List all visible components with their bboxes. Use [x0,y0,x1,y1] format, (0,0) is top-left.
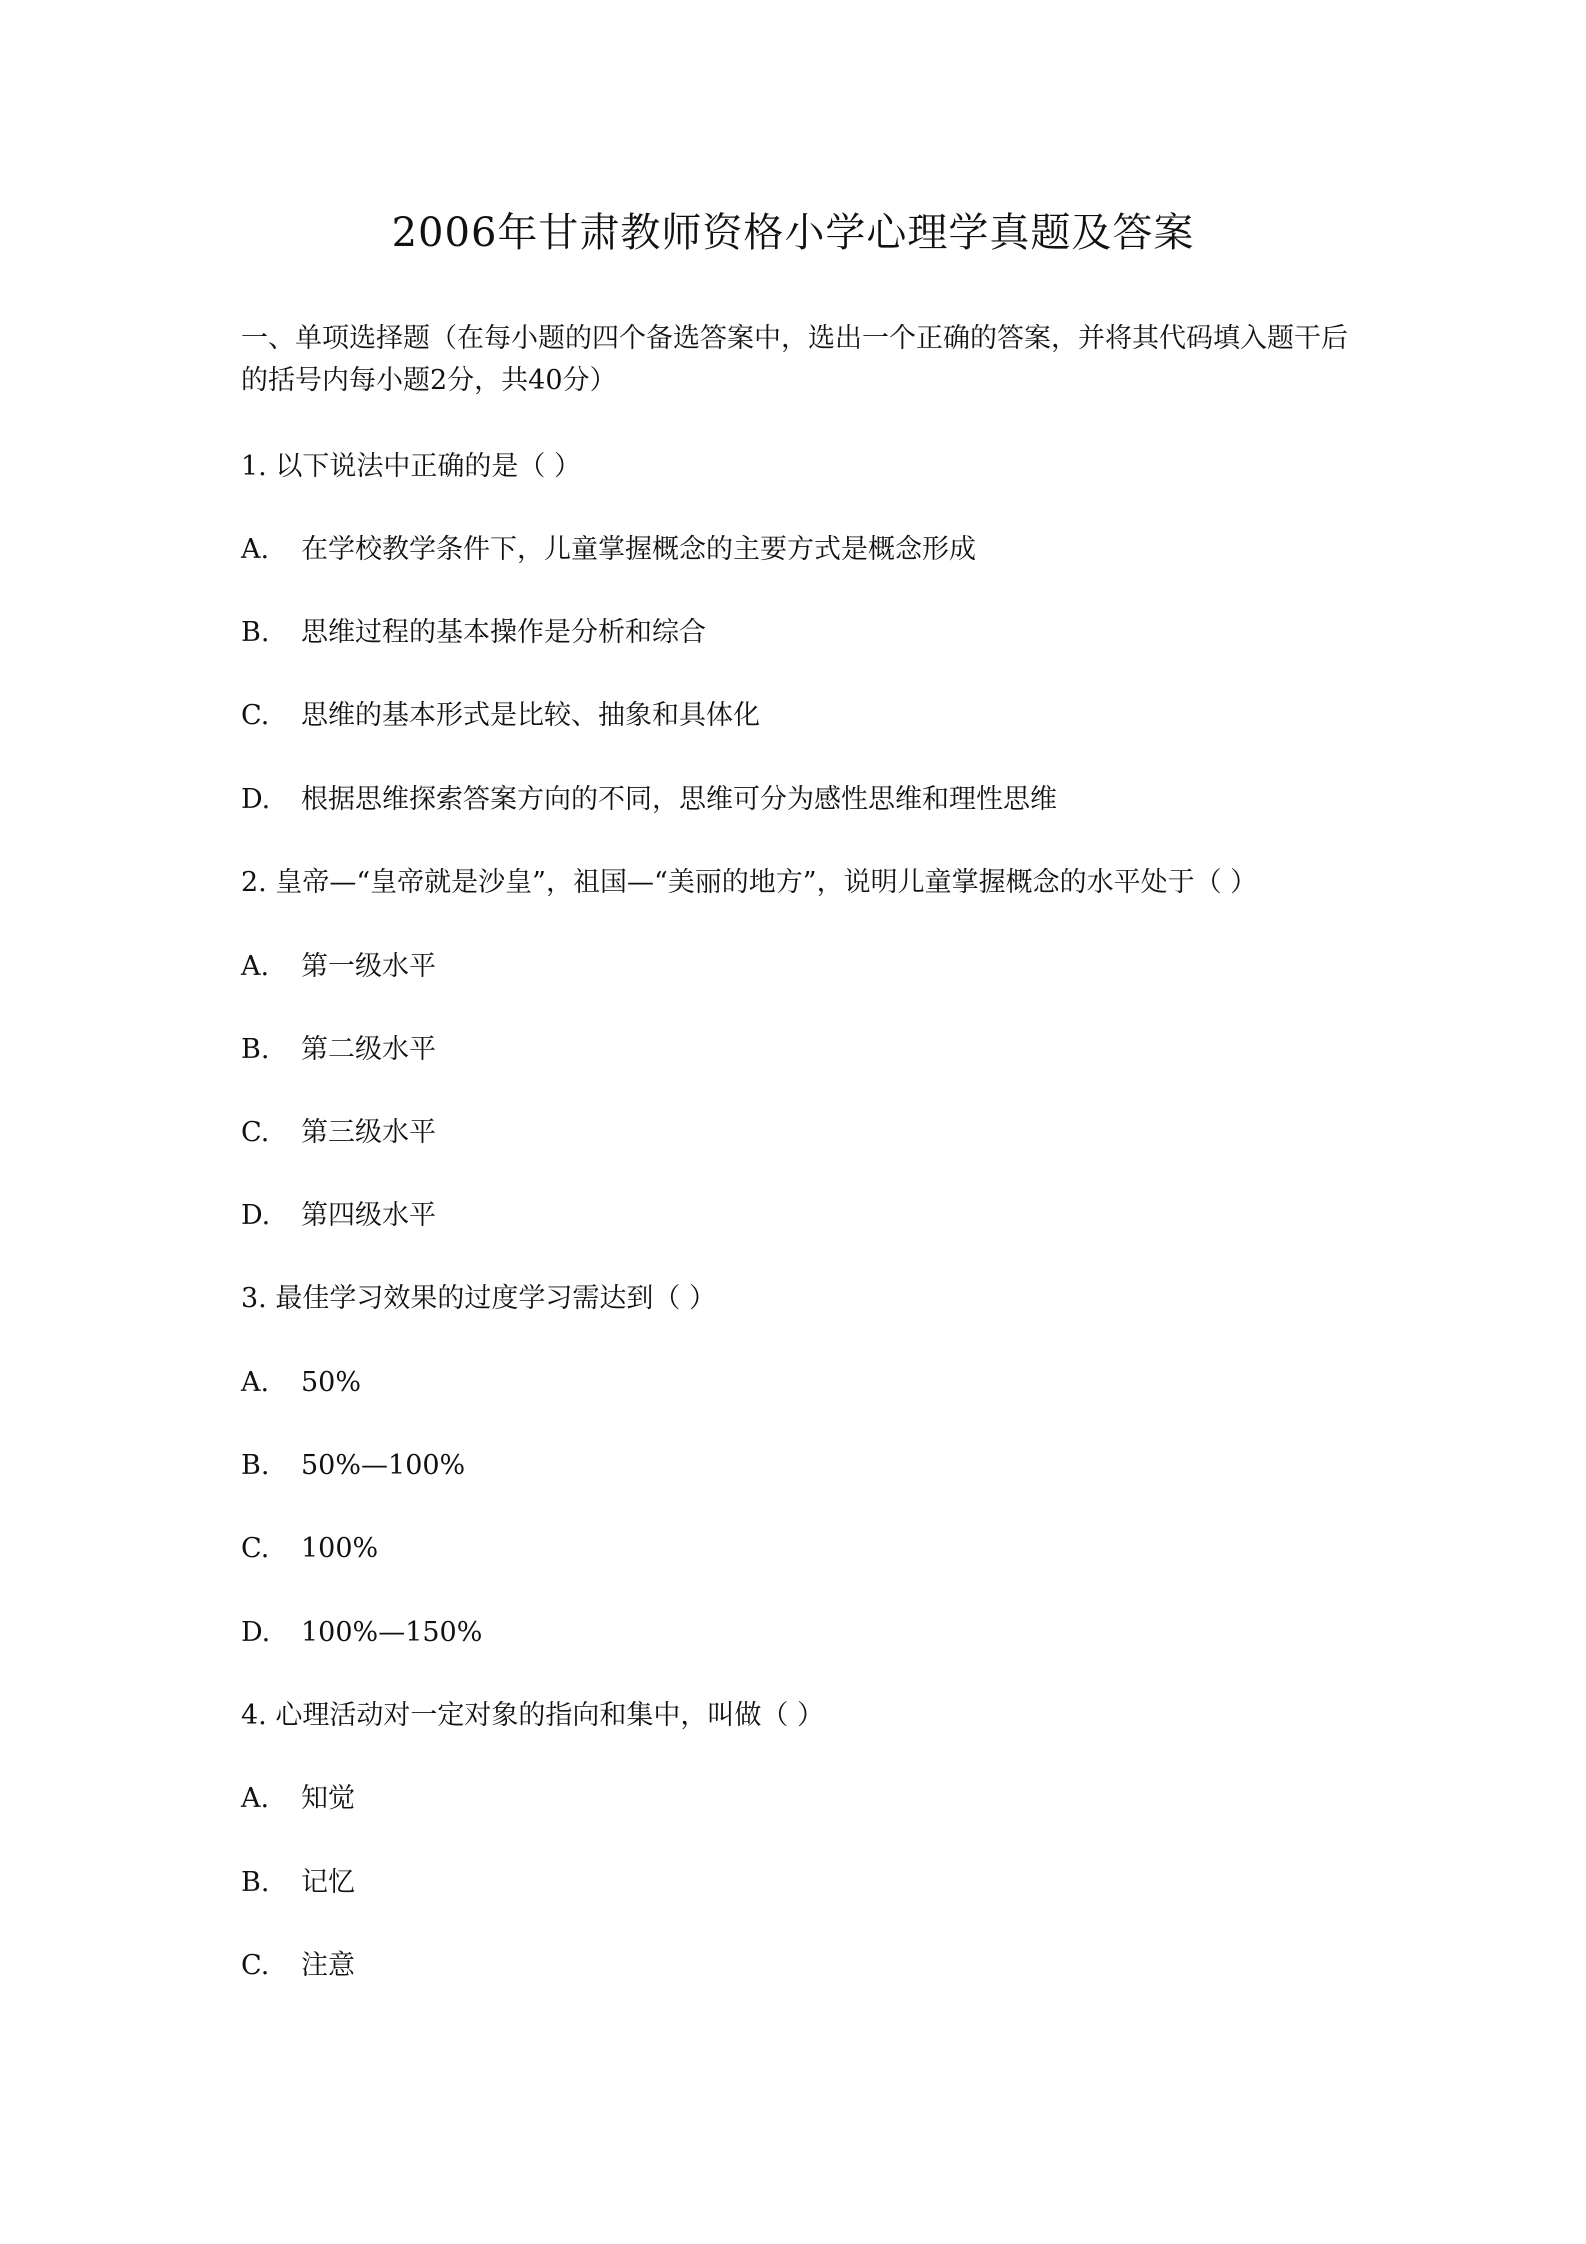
option-1-b [241,613,706,653]
option-text: 第四级水平 [301,1200,436,1231]
option-text: 第一级水平 [301,951,436,982]
option-label: B. [241,617,270,648]
option-text: 在学校教学条件下，儿童掌握概念的主要方式是概念形成 [301,534,976,565]
option-label: C. [241,1117,270,1148]
question-4 [241,1696,824,1736]
option-text: 50%—100% [301,1450,466,1481]
option-label: D. [241,784,271,815]
option-1-c [241,696,760,736]
option-2-a [241,947,436,987]
option-label: B. [241,1867,270,1898]
question-stem: 皇帝—“皇帝就是沙皇”，祖国—“美丽的地方”，说明儿童掌握概念的水平处于（ ） [275,867,1258,898]
option-text: 第二级水平 [301,1034,436,1065]
question-stem: 最佳学习效果的过度学习需达到（ ） [275,1283,716,1314]
option-label: A. [241,1783,270,1814]
option-text: 100%—150% [301,1617,483,1648]
option-4-a [241,1779,355,1819]
option-label: A. [241,1367,270,1398]
option-text: 50% [301,1367,362,1398]
option-2-b [241,1030,436,1070]
question-2 [241,863,1257,903]
question-number: 3. [241,1283,267,1314]
option-2-d [241,1196,436,1236]
document-title: 2006年甘肃教师资格小学心理学真题及答案 [391,210,1195,256]
option-4-b [241,1863,355,1903]
option-label: A. [241,951,270,982]
option-text: 根据思维探索答案方向的不同，思维可分为感性思维和理性思维 [301,784,1057,815]
option-label: C. [241,1950,270,1981]
option-3-d [241,1613,482,1653]
option-label: D. [241,1617,271,1648]
option-3-a [241,1363,361,1403]
question-number: 4. [241,1700,267,1731]
option-text: 知觉 [301,1783,355,1814]
option-label: C. [241,700,270,731]
option-label: D. [241,1200,271,1231]
option-text: 100% [301,1533,379,1564]
option-label: C. [241,1533,270,1564]
question-1 [241,447,581,487]
option-text: 思维过程的基本操作是分析和综合 [301,617,706,648]
option-1-a [241,530,976,570]
option-text: 第三级水平 [301,1117,436,1148]
option-text: 思维的基本形式是比较、抽象和具体化 [301,700,760,731]
option-2-c [241,1113,436,1153]
option-3-c [241,1529,378,1569]
option-label: B. [241,1450,270,1481]
question-number: 2. [241,867,267,898]
option-label: A. [241,534,270,565]
question-3 [241,1279,716,1319]
section-instructions: 一、单项选择题（在每小题的四个备选答案中，选出一个正确的答案，并将其代码填入题干后的括号内每小题2分，共40分） [241,323,1348,396]
option-4-c [241,1946,355,1986]
question-stem: 心理活动对一定对象的指向和集中，叫做（ ） [275,1700,824,1731]
question-stem: 以下说法中正确的是（ ） [275,451,581,482]
option-text: 记忆 [301,1867,355,1898]
option-label: B. [241,1034,270,1065]
option-text: 注意 [301,1950,355,1981]
question-number: 1. [241,451,267,482]
option-1-d [241,780,1057,820]
option-3-b [241,1446,465,1486]
